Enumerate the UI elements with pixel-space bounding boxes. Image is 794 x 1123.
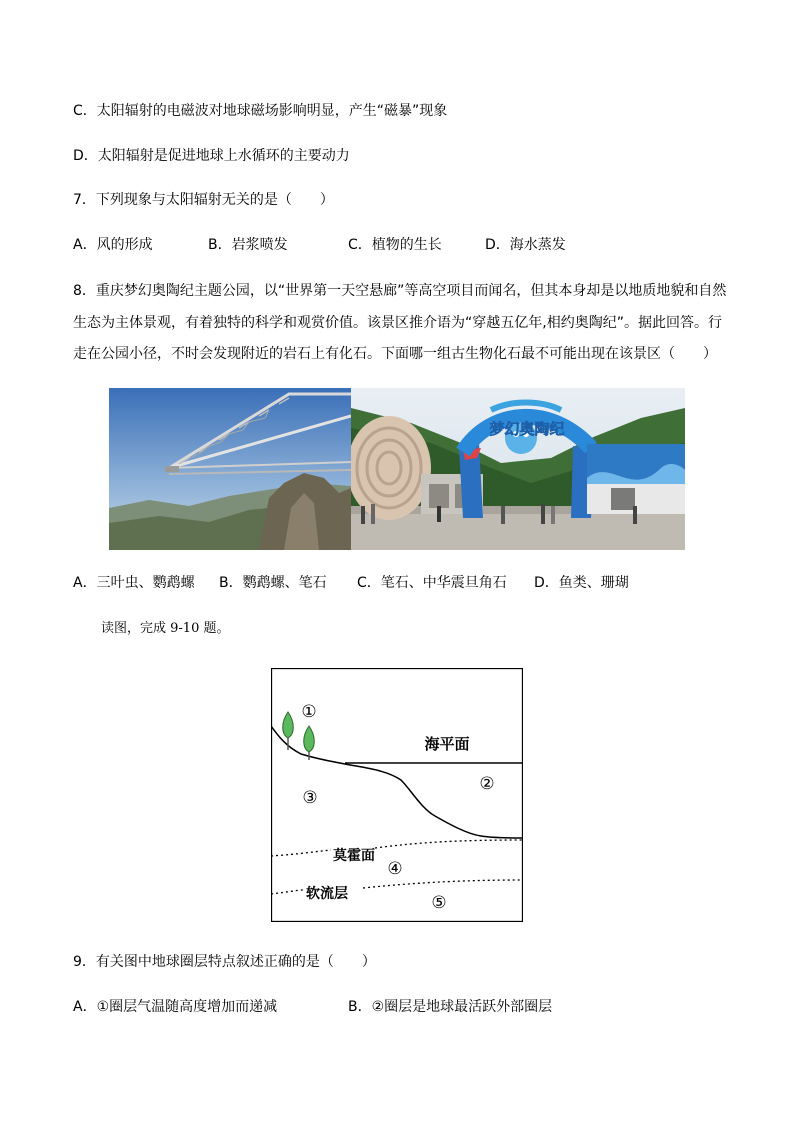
read-figure-instruction: 读图，完成 9-10 题。	[101, 621, 230, 636]
q8-option-d: D．鱼类、珊瑚	[534, 575, 629, 591]
q8-option-b: B．鹦鹉螺、笔石	[219, 575, 327, 591]
asthenosphere-label: 软流层	[306, 886, 348, 902]
q7-option-d: D．海水蒸发	[485, 237, 566, 253]
q7-option-b: B．岩浆喷发	[208, 237, 288, 253]
marker-2: ②	[479, 774, 495, 794]
question-8-line-1: 8．重庆梦幻奥陶纪主题公园，以“世界第一天空悬廊”等高空项目而闻名，但其本身却是以地质地貌和自然	[73, 283, 727, 299]
earth-layers-diagram	[271, 668, 523, 922]
q8-option-a: A．三叶虫、鹦鹉螺	[73, 575, 195, 591]
question-9: 9．有关图中地球圈层特点叙述正确的是（ ）	[73, 954, 376, 970]
q7-option-c: C．植物的生长	[348, 237, 442, 253]
option-c-text: C．太阳辐射的电磁波对地球磁场影响明显，产生“磁暴”现象	[73, 103, 448, 119]
q9-option-b: B．②圈层是地球最活跃外部圈层	[348, 999, 553, 1015]
marker-5: ⑤	[431, 893, 447, 913]
question-8-line-2: 生态为主体景观，有着独特的科学和观赏价值。该景区推介语为“穿越五亿年,相约奥陶纪”。据此回答。行	[73, 315, 722, 331]
marker-4: ④	[387, 859, 403, 879]
question-8-line-3: 走在公园小径，不时会发现附近的岩石上有化石。下面哪一组古生物化石最不可能出现在该景区（ ）	[73, 346, 717, 362]
question-7: 7．下列现象与太阳辐射无关的是（ ）	[73, 192, 334, 208]
sea-level-label: 海平面	[424, 735, 470, 753]
marker-3: ③	[302, 788, 318, 808]
skywalk-photo	[109, 388, 351, 550]
q7-option-a: A．风的形成	[73, 237, 153, 253]
option-d-text: D．太阳辐射是促进地球上水循环的主要动力	[73, 148, 350, 164]
park-entrance-photo	[351, 388, 685, 550]
marker-1: ①	[301, 702, 317, 722]
q9-option-a: A．①圈层气温随高度增加而递减	[73, 999, 278, 1015]
park-sign-text: 梦幻奥陶纪	[489, 420, 565, 438]
q8-option-c: C．笔石、中华震旦角石	[357, 575, 507, 591]
moho-label: 莫霍面	[333, 848, 375, 864]
